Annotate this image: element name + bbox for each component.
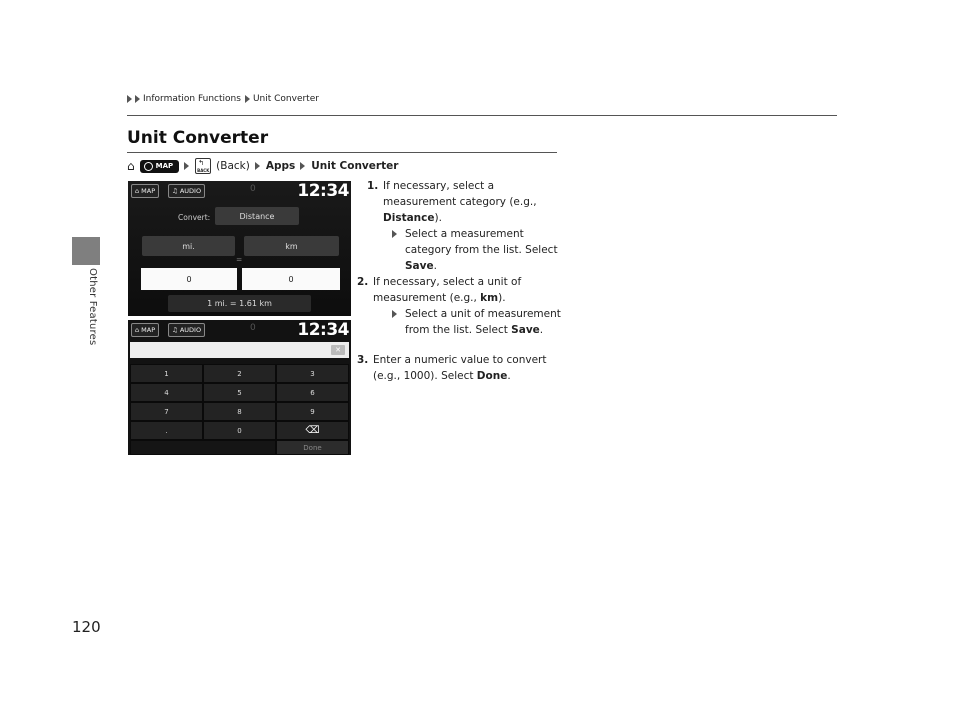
screen-map-button[interactable]	[131, 323, 159, 337]
step-bold: Distance	[383, 212, 435, 224]
clock: 12:34	[297, 320, 349, 340]
screen-map-button[interactable]	[131, 184, 159, 198]
page-number: 120	[72, 618, 101, 636]
substep-text-end: .	[539, 324, 544, 336]
step-3	[357, 352, 567, 384]
step-text: If necessary, select a unit of measurement (e.g.,	[373, 276, 522, 304]
substep-bold: Save	[405, 260, 434, 272]
numeric-input[interactable]	[130, 342, 349, 358]
breadcrumb-arrow-icon	[135, 95, 140, 103]
keypad-blank	[130, 440, 276, 455]
step-text-end: .	[507, 370, 511, 382]
key-3[interactable]: 3	[276, 364, 349, 383]
breadcrumb-item: Unit Converter	[252, 94, 319, 104]
key-6[interactable]: 6	[276, 383, 349, 402]
path-arrow-icon	[184, 162, 189, 170]
substep-arrow-icon	[392, 310, 397, 318]
screen-map-label: MAP	[141, 326, 156, 334]
step-text: If necessary, select a measurement category (e.g.,	[383, 180, 537, 208]
key-7[interactable]: 7	[130, 402, 203, 421]
key-9[interactable]: 9	[276, 402, 349, 421]
substep-arrow-icon	[392, 230, 397, 238]
status-indicator: 0	[250, 323, 256, 333]
screen-audio-button[interactable]	[168, 184, 205, 198]
convert-label: Convert:	[178, 213, 211, 222]
home-icon: ⌂	[135, 326, 140, 334]
backspace-icon[interactable]: ⌫	[276, 421, 349, 440]
substep-bold: Save	[511, 324, 540, 336]
step-number: 3.	[357, 354, 369, 366]
screen-audio-button[interactable]	[168, 323, 205, 337]
step-substep	[377, 306, 567, 338]
clear-icon[interactable]: ✕	[331, 345, 345, 355]
done-button[interactable]: Done	[276, 440, 349, 455]
equals-sign: =	[236, 255, 243, 264]
page-title: Unit Converter	[127, 128, 269, 148]
step-text-end: ).	[434, 212, 442, 224]
instruction-steps	[357, 178, 567, 384]
back-text: (Back)	[216, 160, 250, 172]
substep-text: Select a unit of measurement from the list. Select	[405, 308, 561, 336]
substep-text: Select a measurement category from the list. Select	[405, 228, 558, 256]
breadcrumb-item: Information Functions	[143, 94, 241, 104]
unit-right-field[interactable]: km	[244, 236, 339, 256]
key-1[interactable]: 1	[130, 364, 203, 383]
step-text-end: ).	[498, 292, 506, 304]
map-button-label: MAP	[155, 162, 174, 170]
conversion-ratio: 1 mi. = 1.61 km	[168, 295, 311, 312]
key-5[interactable]: 5	[203, 383, 276, 402]
clock: 12:34	[297, 181, 349, 201]
breadcrumb-arrow-icon	[127, 95, 132, 103]
step-number: 1.	[367, 180, 379, 192]
step-text: Enter a numeric value to convert (e.g., 1000). Select	[373, 354, 547, 382]
section-tab-marker	[72, 237, 100, 265]
category-field[interactable]: Distance	[215, 207, 299, 225]
header-rule	[127, 115, 837, 116]
music-note-icon: ♫	[172, 187, 178, 195]
key-4[interactable]: 4	[130, 383, 203, 402]
home-icon: ⌂	[127, 159, 135, 173]
converter-screen	[128, 181, 351, 316]
step-bold: Done	[476, 370, 508, 382]
step-bold: km	[480, 292, 499, 304]
path-arrow-icon	[300, 162, 305, 170]
map-button-icon	[140, 160, 180, 173]
key-2[interactable]: 2	[203, 364, 276, 383]
home-icon: ⌂	[135, 187, 140, 195]
step-number: 2.	[357, 276, 369, 288]
path-unit-converter: Unit Converter	[311, 160, 399, 172]
path-apps: Apps	[265, 160, 296, 172]
music-note-icon: ♫	[172, 326, 178, 334]
back-icon: ↰ BACK	[197, 159, 210, 173]
unit-left-field[interactable]: mi.	[142, 236, 235, 256]
value-right-field[interactable]: 0	[242, 268, 340, 290]
screen-audio-label: AUDIO	[179, 187, 202, 195]
back-icon-text: BACK	[197, 168, 210, 173]
key-8[interactable]: 8	[203, 402, 276, 421]
value-left-field[interactable]: 0	[141, 268, 237, 290]
breadcrumb-arrow-icon	[245, 95, 250, 103]
screen-map-label: MAP	[141, 187, 156, 195]
keypad-screen	[128, 320, 351, 455]
status-indicator: 0	[250, 184, 256, 194]
step-substep	[377, 226, 567, 274]
section-tab-label: Other Features	[87, 268, 98, 346]
key-0[interactable]: 0	[203, 421, 276, 440]
breadcrumb	[127, 94, 319, 104]
substep-text-end: .	[433, 260, 437, 272]
step-1	[367, 178, 567, 274]
screen-audio-label: AUDIO	[179, 326, 202, 334]
path-arrow-icon	[255, 162, 260, 170]
title-rule	[127, 152, 557, 153]
navigation-path	[127, 158, 398, 174]
key-decimal[interactable]: .	[130, 421, 203, 440]
step-2	[357, 274, 567, 338]
